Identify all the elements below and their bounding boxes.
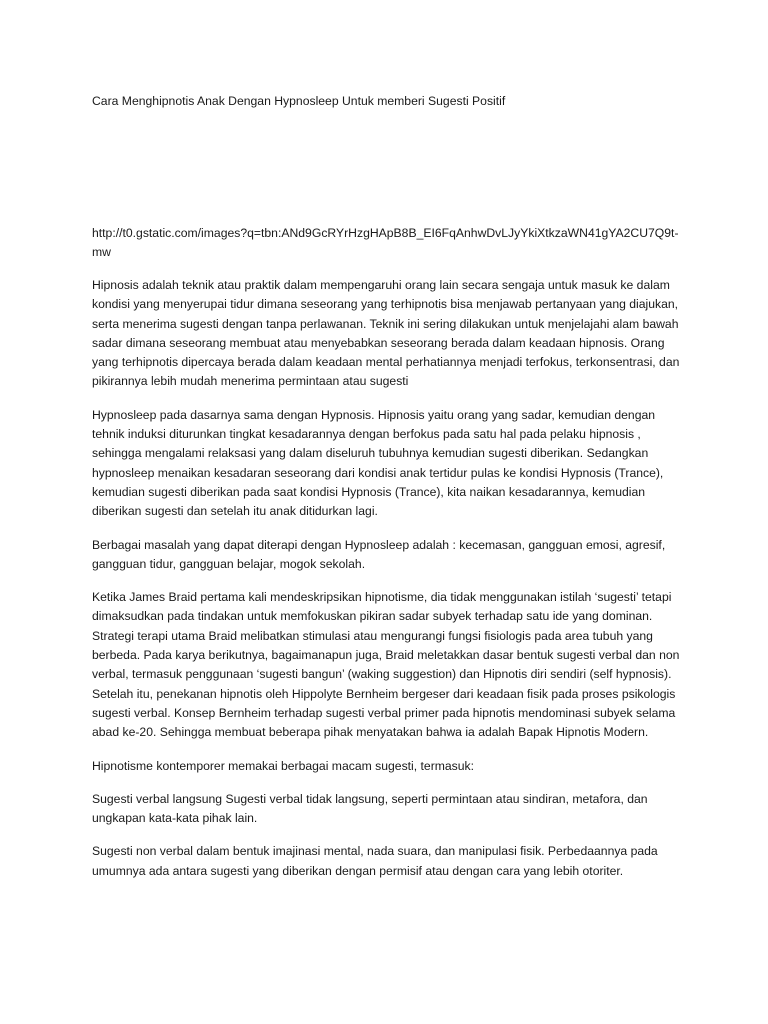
document-title: Cara Menghipnotis Anak Dengan Hypnosleep Untuk memberi Sugesti Positif bbox=[92, 94, 506, 108]
document-body bbox=[92, 276, 680, 895]
paragraph: Berbagai masalah yang dapat diterapi dengan Hypnosleep adalah : kecemasan, gangguan emosi, agresif, gangguan tidur, gangguan belajar, mogok sekolah. bbox=[92, 537, 666, 571]
paragraph: Sugesti verbal langsung Sugesti verbal tidak langsung, seperti permintaan atau sindiran, metafora, dan ungkapan kata-kata pihak lain. bbox=[92, 791, 648, 826]
image-url: http://t0.gstatic.com/images?q=tbn:ANd9GcRYrHzgHApB8B_EI6FqAnhwDvLJyYkiXtkzaWN41gYA2CU7Q9t-mw bbox=[92, 226, 679, 260]
paragraph: Ketika James Braid pertama kali mendeskripsikan hipnotisme, dia tidak menggunakan istilah ‘sugesti’ tetapi dimaksudkan pada tindakan untuk memfokuskan pikiran sadar subyek terhadap satu ide yang dominan. Strategi terapi utama Braid melibatkan stimulasi atau mengurangi fungsi fisiologis pada area tubuh yang berbeda. Pada karya berikutnya, bagaimanapun juga, Braid meletakkan dasar bentuk sugesti verbal dan non verbal, termasuk penggunaan ‘sugesti bangun’ (waking suggestion) dan Hipnotis diri sendiri (self hypnosis). Setelah itu, penekanan hipnotis oleh Hippolyte Bernheim bergeser dari keadaan fisik pada proses psikologis sugesti verbal. Konsep Bernheim terhadap sugesti verbal primer pada hipnotis mendominasi subyek selama abad ke-20. Sehingga membuat beberapa pihak menyatakan bahwa ia adalah Bapak Hipnotis Modern. bbox=[92, 590, 680, 740]
paragraph: Hypnosleep pada dasarnya sama dengan Hypnosis. Hipnosis yaitu orang yang sadar, kemudian dengan tehnik induksi diturunkan tingkat kesadarannya dengan berfokus pada satu hal pada pelaku hipnosis , sehingga mengalami relaksasi yang dalam diseluruh tubuhnya kemudian sugesti diberikan. Sedangkan hypnosleep menaikan kesadaran seseorang dari kondisi anak tertidur pulas ke kondisi Hypnosis (Trance), kemudian sugesti diberikan pada saat kondisi Hypnosis (Trance), kita naikan kesadarannya, kemudian diberikan sugesti dan setelah itu anak ditidurkan lagi. bbox=[92, 407, 664, 519]
paragraph: Sugesti non verbal dalam bentuk imajinasi mental, nada suara, dan manipulasi fisik. Perbedaannya pada umumnya ada antara sugesti yang diberikan dengan permisif atau dengan cara yang lebih otoriter. bbox=[92, 844, 658, 878]
paragraph: Hipnotisme kontemporer memakai berbagai macam sugesti, termasuk: bbox=[92, 758, 475, 773]
paragraph: Hipnosis adalah teknik atau praktik dalam mempengaruhi orang lain secara sengaja untuk masuk ke dalam kondisi yang menyerupai tidur dimana seseorang yang terhipnotis bisa menjawab pertanyaan yang diajukan, serta menerima sugesti dengan tanpa perlawanan. Teknik ini sering dilakukan untuk menjelajahi alam bawah sadar dimana seseorang membuat atau menyebabkan seseorang berada dalam keadaan hipnosis. Orang yang terhipnotis dipercaya berada dalam keadaan mental perhatiannya menjadi terfokus, terkonsentrasi, dan pikirannya lebih mudah menerima permintaan atau sugesti bbox=[92, 278, 680, 389]
